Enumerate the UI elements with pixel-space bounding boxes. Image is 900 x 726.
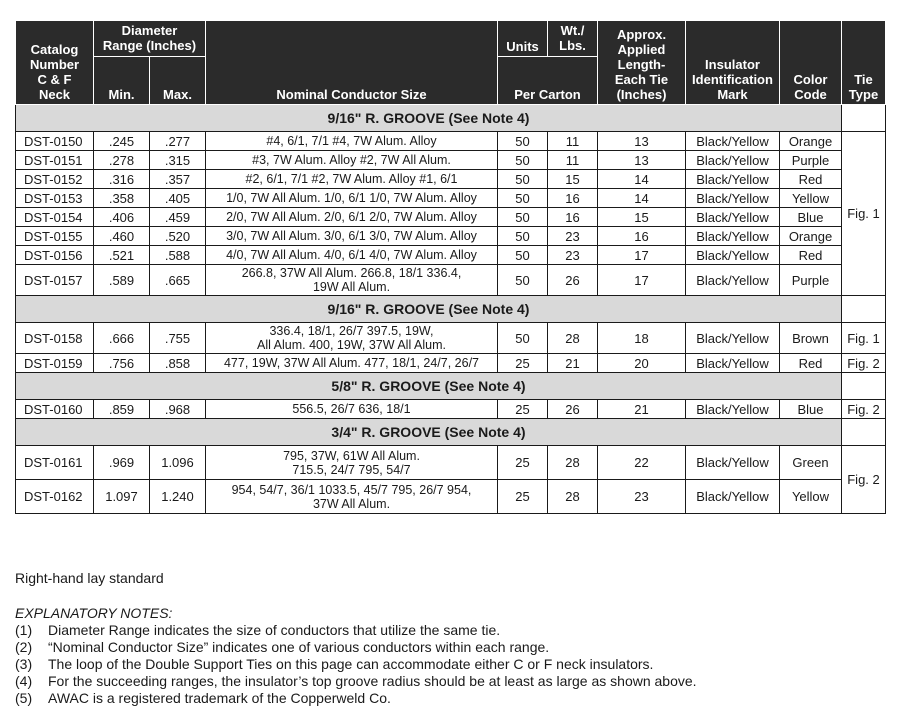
note-text: The loop of the Double Support Ties on this page can accommodate either C or F neck insulators. bbox=[48, 656, 654, 672]
color-code: Yellow bbox=[780, 189, 842, 208]
table-row bbox=[16, 354, 886, 373]
diameter-max: .315 bbox=[150, 151, 206, 170]
nominal-conductor-size: 4/0, 7W All Alum. 4/0, 6/1 4/0, 7W Alum. Alloy bbox=[206, 246, 498, 265]
units-per-carton: 50 bbox=[498, 227, 548, 246]
catalog-number: DST-0159 bbox=[16, 354, 94, 373]
section-title: 3/4" R. GROOVE (See Note 4) bbox=[16, 419, 842, 446]
note-text: “Nominal Conductor Size” indicates one of various conductors within each range. bbox=[48, 639, 550, 655]
color-code: Orange bbox=[780, 132, 842, 151]
section-header-row bbox=[16, 105, 886, 132]
insulator-mark: Black/Yellow bbox=[686, 400, 780, 419]
applied-length: 15 bbox=[598, 208, 686, 227]
weight-lbs: 16 bbox=[548, 208, 598, 227]
section-header-row bbox=[16, 373, 886, 400]
nominal-conductor-size: 266.8, 37W All Alum. 266.8, 18/1 336.4, 19W All Alum. bbox=[206, 265, 498, 296]
header-diameter-range: Diameter Range (Inches) bbox=[94, 21, 206, 57]
table-row bbox=[16, 208, 886, 227]
header-color-code: Color Code bbox=[780, 21, 842, 105]
header-max: Max. bbox=[150, 57, 206, 105]
table-body bbox=[16, 105, 886, 514]
table-row bbox=[16, 480, 886, 514]
insulator-mark: Black/Yellow bbox=[686, 208, 780, 227]
note-item bbox=[15, 622, 697, 639]
catalog-number: DST-0161 bbox=[16, 446, 94, 480]
applied-length: 17 bbox=[598, 265, 686, 296]
tie-type: Fig. 1 bbox=[842, 323, 886, 354]
note-text: AWAC is a registered trademark of the Copperweld Co. bbox=[48, 690, 391, 706]
diameter-min: .969 bbox=[94, 446, 150, 480]
insulator-mark: Black/Yellow bbox=[686, 246, 780, 265]
units-per-carton: 50 bbox=[498, 208, 548, 227]
nominal-conductor-size: 1/0, 7W All Alum. 1/0, 6/1 1/0, 7W Alum. Alloy bbox=[206, 189, 498, 208]
note-number: (3) bbox=[15, 656, 33, 672]
applied-length: 18 bbox=[598, 323, 686, 354]
catalog-number: DST-0151 bbox=[16, 151, 94, 170]
applied-length: 23 bbox=[598, 480, 686, 514]
nominal-conductor-size: 954, 54/7, 36/1 1033.5, 45/7 795, 26/7 954, 37W All Alum. bbox=[206, 480, 498, 514]
insulator-mark: Black/Yellow bbox=[686, 132, 780, 151]
catalog-number: DST-0162 bbox=[16, 480, 94, 514]
notes-block bbox=[15, 570, 697, 707]
insulator-mark: Black/Yellow bbox=[686, 189, 780, 208]
diameter-min: .460 bbox=[94, 227, 150, 246]
note-item bbox=[15, 673, 697, 690]
units-per-carton: 25 bbox=[498, 446, 548, 480]
header-tie-type: Tie Type bbox=[842, 21, 886, 105]
catalog-number: DST-0150 bbox=[16, 132, 94, 151]
catalog-number: DST-0152 bbox=[16, 170, 94, 189]
units-per-carton: 50 bbox=[498, 151, 548, 170]
weight-lbs: 26 bbox=[548, 265, 598, 296]
section-title: 9/16" R. GROOVE (See Note 4) bbox=[16, 105, 842, 132]
note-text: Diameter Range indicates the size of conductors that utilize the same tie. bbox=[48, 622, 501, 638]
color-code: Red bbox=[780, 354, 842, 373]
table-row bbox=[16, 246, 886, 265]
table-row bbox=[16, 323, 886, 354]
weight-lbs: 11 bbox=[548, 132, 598, 151]
applied-length: 14 bbox=[598, 170, 686, 189]
insulator-mark: Black/Yellow bbox=[686, 354, 780, 373]
diameter-min: .859 bbox=[94, 400, 150, 419]
diameter-min: .406 bbox=[94, 208, 150, 227]
applied-length: 22 bbox=[598, 446, 686, 480]
diameter-max: .459 bbox=[150, 208, 206, 227]
diameter-min: .666 bbox=[94, 323, 150, 354]
table-row bbox=[16, 132, 886, 151]
weight-lbs: 16 bbox=[548, 189, 598, 208]
units-per-carton: 50 bbox=[498, 170, 548, 189]
table-row bbox=[16, 151, 886, 170]
applied-length: 14 bbox=[598, 189, 686, 208]
table-row bbox=[16, 227, 886, 246]
units-per-carton: 25 bbox=[498, 400, 548, 419]
catalog-number: DST-0157 bbox=[16, 265, 94, 296]
diameter-min: .521 bbox=[94, 246, 150, 265]
diameter-max: .520 bbox=[150, 227, 206, 246]
color-code: Blue bbox=[780, 208, 842, 227]
section-tie-blank bbox=[842, 105, 886, 132]
table-row bbox=[16, 265, 886, 296]
note-number: (5) bbox=[15, 690, 33, 706]
color-code: Orange bbox=[780, 227, 842, 246]
note-text: For the succeeding ranges, the insulator’s top groove radius should be at least as large as shown above. bbox=[48, 673, 697, 689]
diameter-min: .278 bbox=[94, 151, 150, 170]
insulator-mark: Black/Yellow bbox=[686, 265, 780, 296]
notes-title: EXPLANATORY NOTES: bbox=[15, 605, 173, 621]
applied-length: 13 bbox=[598, 151, 686, 170]
note-item bbox=[15, 690, 697, 707]
units-per-carton: 50 bbox=[498, 323, 548, 354]
units-per-carton: 50 bbox=[498, 246, 548, 265]
catalog-number: DST-0153 bbox=[16, 189, 94, 208]
applied-length: 20 bbox=[598, 354, 686, 373]
weight-lbs: 15 bbox=[548, 170, 598, 189]
header-min: Min. bbox=[94, 57, 150, 105]
nominal-conductor-size: 3/0, 7W All Alum. 3/0, 6/1 3/0, 7W Alum. Alloy bbox=[206, 227, 498, 246]
color-code: Red bbox=[780, 170, 842, 189]
nominal-conductor-size: 336.4, 18/1, 26/7 397.5, 19W, All Alum. 400, 19W, 37W All Alum. bbox=[206, 323, 498, 354]
color-code: Red bbox=[780, 246, 842, 265]
weight-lbs: 21 bbox=[548, 354, 598, 373]
weight-lbs: 23 bbox=[548, 246, 598, 265]
diameter-min: .358 bbox=[94, 189, 150, 208]
diameter-max: .405 bbox=[150, 189, 206, 208]
header-units: Units bbox=[498, 21, 548, 57]
tie-type: Fig. 2 bbox=[842, 400, 886, 419]
applied-length: 16 bbox=[598, 227, 686, 246]
note-number: (1) bbox=[15, 622, 33, 638]
diameter-max: .277 bbox=[150, 132, 206, 151]
color-code: Green bbox=[780, 446, 842, 480]
diameter-min: .316 bbox=[94, 170, 150, 189]
color-code: Brown bbox=[780, 323, 842, 354]
catalog-number: DST-0160 bbox=[16, 400, 94, 419]
nominal-conductor-size: 477, 19W, 37W All Alum. 477, 18/1, 24/7, 26/7 bbox=[206, 354, 498, 373]
header-insulator-mark: Insulator Identification Mark bbox=[686, 21, 780, 105]
nominal-conductor-size: #2, 6/1, 7/1 #2, 7W Alum. Alloy #1, 6/1 bbox=[206, 170, 498, 189]
nominal-conductor-size: #3, 7W Alum. Alloy #2, 7W All Alum. bbox=[206, 151, 498, 170]
diameter-max: .665 bbox=[150, 265, 206, 296]
diameter-max: 1.096 bbox=[150, 446, 206, 480]
weight-lbs: 28 bbox=[548, 323, 598, 354]
header-catalog-number: Catalog Number C & F Neck bbox=[16, 21, 94, 105]
units-per-carton: 25 bbox=[498, 354, 548, 373]
header-weight: Wt./ Lbs. bbox=[548, 21, 598, 57]
diameter-max: .357 bbox=[150, 170, 206, 189]
catalog-number: DST-0154 bbox=[16, 208, 94, 227]
insulator-mark: Black/Yellow bbox=[686, 323, 780, 354]
catalog-number: DST-0158 bbox=[16, 323, 94, 354]
catalog-number: DST-0156 bbox=[16, 246, 94, 265]
weight-lbs: 28 bbox=[548, 480, 598, 514]
color-code: Blue bbox=[780, 400, 842, 419]
section-tie-blank bbox=[842, 296, 886, 323]
color-code: Yellow bbox=[780, 480, 842, 514]
table-row bbox=[16, 189, 886, 208]
units-per-carton: 50 bbox=[498, 189, 548, 208]
diameter-max: .968 bbox=[150, 400, 206, 419]
catalog-number: DST-0155 bbox=[16, 227, 94, 246]
section-header-row bbox=[16, 296, 886, 323]
note-number: (4) bbox=[15, 673, 33, 689]
section-title: 9/16" R. GROOVE (See Note 4) bbox=[16, 296, 842, 323]
nominal-conductor-size: 2/0, 7W All Alum. 2/0, 6/1 2/0, 7W Alum. Alloy bbox=[206, 208, 498, 227]
note-item bbox=[15, 639, 697, 656]
diameter-max: .755 bbox=[150, 323, 206, 354]
applied-length: 13 bbox=[598, 132, 686, 151]
weight-lbs: 23 bbox=[548, 227, 598, 246]
tie-type: Fig. 1 bbox=[842, 132, 886, 296]
tie-spec-table bbox=[15, 20, 886, 514]
insulator-mark: Black/Yellow bbox=[686, 170, 780, 189]
insulator-mark: Black/Yellow bbox=[686, 151, 780, 170]
diameter-min: .589 bbox=[94, 265, 150, 296]
section-title: 5/8" R. GROOVE (See Note 4) bbox=[16, 373, 842, 400]
note-item bbox=[15, 656, 697, 673]
color-code: Purple bbox=[780, 151, 842, 170]
weight-lbs: 28 bbox=[548, 446, 598, 480]
units-per-carton: 50 bbox=[498, 132, 548, 151]
tie-type: Fig. 2 bbox=[842, 446, 886, 514]
table-row bbox=[16, 170, 886, 189]
diameter-min: .245 bbox=[94, 132, 150, 151]
header-applied-length: Approx. Applied Length- Each Tie (Inches) bbox=[598, 21, 686, 105]
diameter-max: .858 bbox=[150, 354, 206, 373]
note-number: (2) bbox=[15, 639, 33, 655]
nominal-conductor-size: #4, 6/1, 7/1 #4, 7W Alum. Alloy bbox=[206, 132, 498, 151]
nominal-conductor-size: 795, 37W, 61W All Alum. 715.5, 24/7 795, 54/7 bbox=[206, 446, 498, 480]
applied-length: 17 bbox=[598, 246, 686, 265]
lay-standard-text: Right-hand lay standard bbox=[15, 570, 164, 586]
section-tie-blank bbox=[842, 419, 886, 446]
table-row bbox=[16, 446, 886, 480]
section-header-row bbox=[16, 419, 886, 446]
nominal-conductor-size: 556.5, 26/7 636, 18/1 bbox=[206, 400, 498, 419]
section-tie-blank bbox=[842, 373, 886, 400]
weight-lbs: 11 bbox=[548, 151, 598, 170]
units-per-carton: 25 bbox=[498, 480, 548, 514]
applied-length: 21 bbox=[598, 400, 686, 419]
diameter-max: 1.240 bbox=[150, 480, 206, 514]
weight-lbs: 26 bbox=[548, 400, 598, 419]
header-nominal-conductor-size: Nominal Conductor Size bbox=[206, 21, 498, 105]
insulator-mark: Black/Yellow bbox=[686, 480, 780, 514]
insulator-mark: Black/Yellow bbox=[686, 227, 780, 246]
diameter-min: .756 bbox=[94, 354, 150, 373]
diameter-max: .588 bbox=[150, 246, 206, 265]
units-per-carton: 50 bbox=[498, 265, 548, 296]
diameter-min: 1.097 bbox=[94, 480, 150, 514]
color-code: Purple bbox=[780, 265, 842, 296]
insulator-mark: Black/Yellow bbox=[686, 446, 780, 480]
header-per-carton: Per Carton bbox=[498, 57, 598, 105]
table-row bbox=[16, 400, 886, 419]
tie-type: Fig. 2 bbox=[842, 354, 886, 373]
